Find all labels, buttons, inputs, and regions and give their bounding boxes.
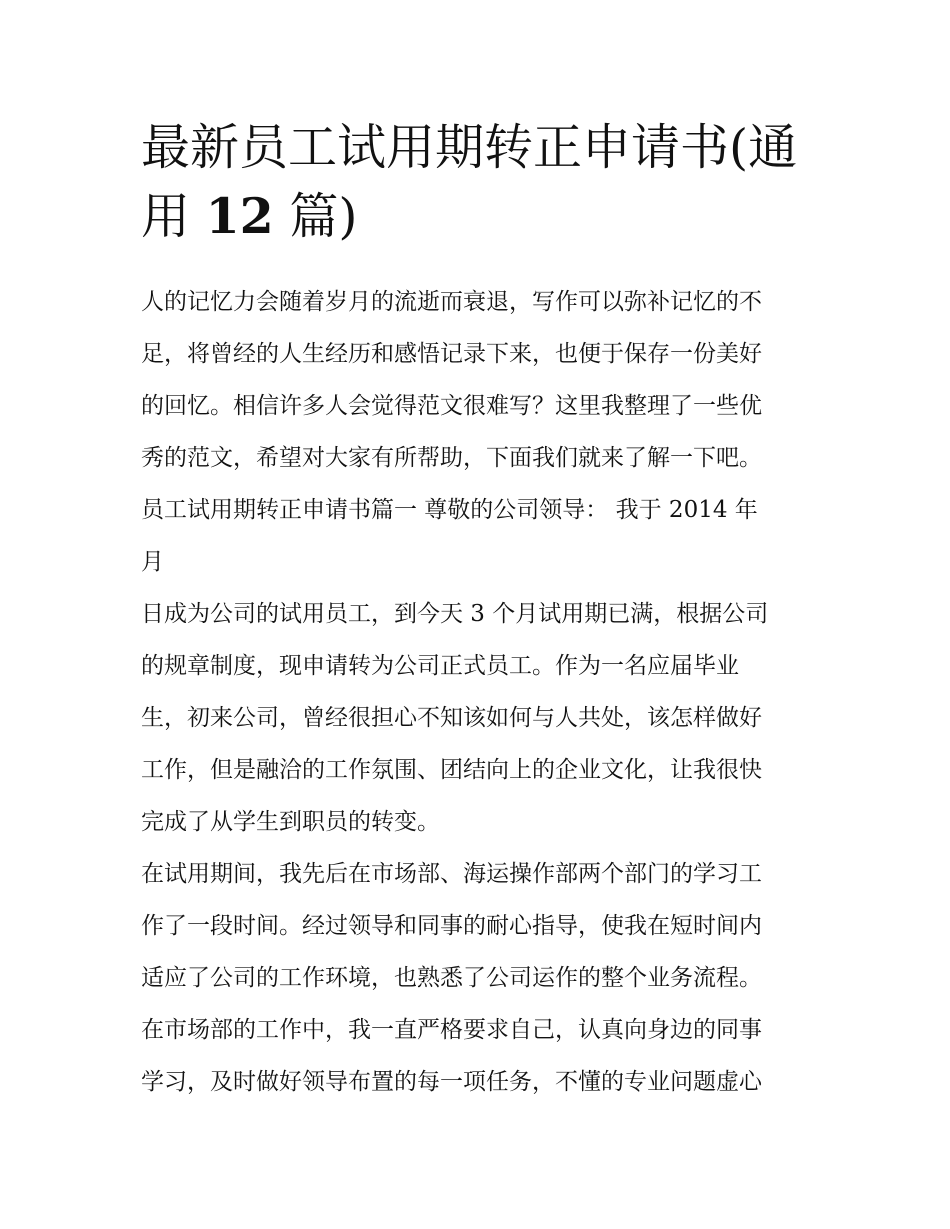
body-line: 完成了从学生到职员的转变。 [141, 809, 440, 835]
body-line: 在市场部的工作中，我一直严格要求自己，认真向身边的同事 [141, 1017, 762, 1043]
document-body [141, 276, 821, 1108]
body-line: 足，将曾经的人生经历和感悟记录下来，也便于保存一份美好 [141, 341, 762, 367]
body-line: 工作，但是融洽的工作氛围、团结向上的企业文化，让我很快 [141, 757, 762, 783]
body-line: 在试用期间，我先后在市场部、海运操作部两个部门的学习工 [141, 861, 762, 887]
title-line-1: 最新员工试用期转正申请书(通 [141, 119, 798, 176]
body-line: 作了一段时间。经过领导和同事的耐心指导，使我在短时间内 [141, 913, 762, 939]
body-line: 秀的范文，希望对大家有所帮助，下面我们就来了解一下吧。 [141, 445, 762, 471]
body-line: 适应了公司的工作环境，也熟悉了公司运作的整个业务流程。 [141, 965, 762, 991]
body-line: 的规章制度，现申请转为公司正式员工。作为一名应届毕业 [141, 653, 739, 679]
body-line: 人的记忆力会随着岁月的流逝而衰退，写作可以弥补记忆的不 [141, 289, 762, 315]
title-line-2-text: 用 [141, 188, 206, 245]
body-line: 月 [141, 549, 164, 575]
document-title [141, 114, 821, 251]
body-line: 员工试用期转正申请书篇一 尊敬的公司领导： 我于 2014 年 [141, 497, 758, 523]
body-line: 学习，及时做好领导布置的每一项任务，不懂的专业问题虚心 [141, 1069, 762, 1095]
body-line: 的回忆。相信许多人会觉得范文很难写？这里我整理了一些优 [141, 393, 762, 419]
title-line-2-number: 12 [205, 187, 274, 245]
body-line: 生，初来公司，曾经很担心不知该如何与人共处，该怎样做好 [141, 705, 762, 731]
title-line-2-suffix: 篇) [273, 188, 358, 245]
body-line: 日成为公司的试用员工，到今天 3 个月试用期已满，根据公司 [141, 601, 769, 627]
